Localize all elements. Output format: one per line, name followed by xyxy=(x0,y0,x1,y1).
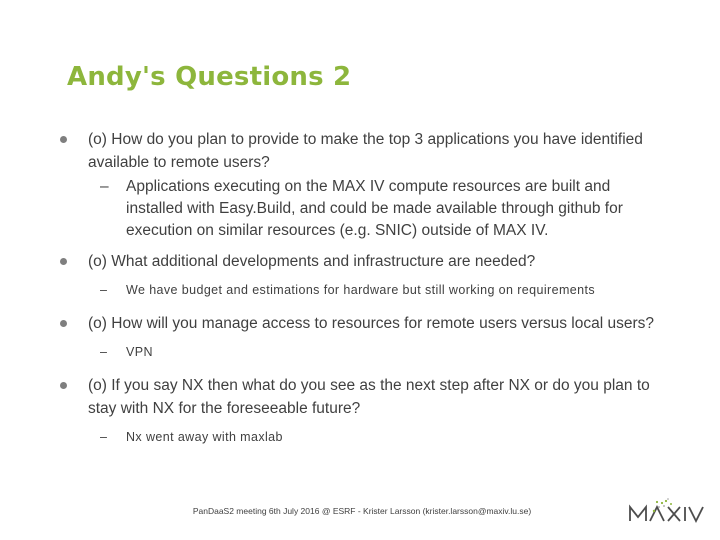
question-2 xyxy=(58,250,668,273)
dash-icon: – xyxy=(100,178,109,195)
question-2-text: (o) What additional developments and infrastructure are needed? xyxy=(88,253,536,270)
dash-icon: – xyxy=(100,430,108,444)
question-4 xyxy=(58,374,668,420)
dash-icon: – xyxy=(100,345,108,359)
bullet-dot-icon xyxy=(60,136,67,143)
answer-4-text: Nx went away with maxlab xyxy=(126,430,283,444)
bullet-dot-icon xyxy=(60,382,67,389)
max-iv-logo xyxy=(626,495,706,525)
answer-1 xyxy=(58,176,668,242)
slide-title: Andy's Questions 2 xyxy=(67,62,352,92)
question-4-text: (o) If you say NX then what do you see as the next step after NX or do you plan to stay with NX for the foreseeable future? xyxy=(88,377,650,417)
answer-1-text: Applications executing on the MAX IV compute resources are built and installed with Easy.Build, and could be made available through github for execution on similar resources (e.g. SNIC) outside of MAX IV. xyxy=(126,178,623,239)
question-3 xyxy=(58,312,668,335)
answer-3-text: VPN xyxy=(126,345,153,359)
bullet-dot-icon xyxy=(60,258,67,265)
question-3-text: (o) How will you manage access to resources for remote users versus local users? xyxy=(88,315,654,332)
slide-footer: PanDaaS2 meeting 6th July 2016 @ ESRF - Krister Larsson (krister.larsson@maxiv.lu.se) xyxy=(192,506,532,516)
question-list xyxy=(58,128,668,446)
answer-3 xyxy=(58,343,668,361)
answer-2 xyxy=(58,281,668,299)
question-1 xyxy=(58,128,668,174)
dash-icon: – xyxy=(100,283,108,297)
question-1-text: (o) How do you plan to provide to make the top 3 applications you have identified available to remote users? xyxy=(88,131,643,171)
bullet-dot-icon xyxy=(60,320,67,327)
answer-4 xyxy=(58,428,668,446)
answer-2-text: We have budget and estimations for hardware but still working on requirements xyxy=(126,283,595,297)
